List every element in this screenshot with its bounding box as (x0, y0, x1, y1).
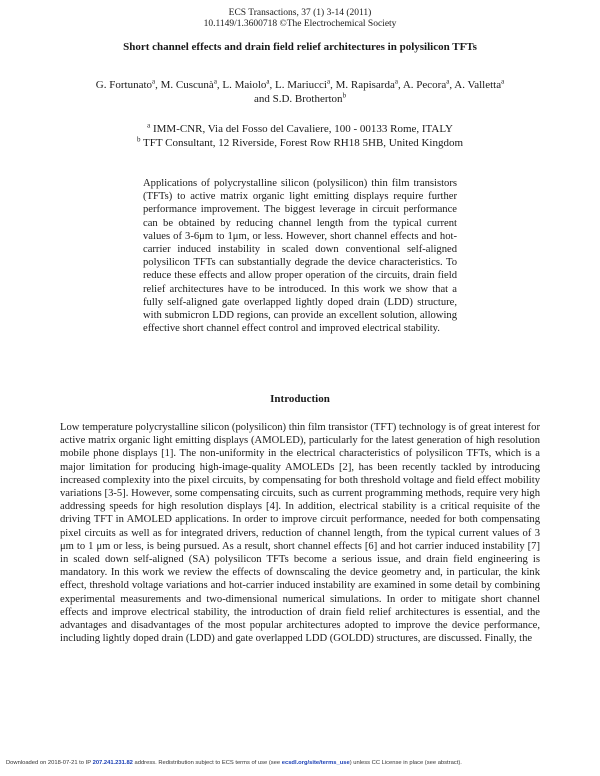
introduction-paragraph: Low temperature polycrystalline silicon (polysilicon) thin film transistor (TFT) technology is of great interest for active matrix organic light emitting displays (AMOLED), particularly for the latest generation of high resolution mobile phone displays [1]. The non-uniformity in the electrical characteristics of polysilicon TFTs, which is a major limitation for producing high-image-quality AMOLEDs [2], has been recently tackled by introducing increased complexity into the pixel circuits, by compensating for both threshold voltage and field effect mobility variations [3-5]. However, some compensating circuits, such as current programming methods, require very high addressing speeds for high resolution displays [4]. In addition, electrical stability is a critical requisite of the driving TFT in AMOLED applications. In order to improve circuit performance, needed for both compensating pixel circuits as well as for integrated drivers, reduction of channel length, from the typical current values of 3 μm to 1 μm or less, is being pursued. As a result, short channel effects [6] and hot carrier induced instability [7] in scaled down self-aligned (SA) polysilicon TFTs become a serious issue, and drain field engineering is mandatory. In this work we review the effects of downscaling the device geometry and, in particular, the kink effect, threshold voltage variations and hot-carrier induced instability are examined in some detail by combining experimental measurements and two-dimensional numerical simulations. In order to mitigate short channel effects and improve electrical stability, the introduction of drain field relief architectures is essential, and the advantages and disadvantages of the most popular architectures adopted to improve the device performance, including lightly doped drain (LDD) and gate overlapped LDD (GOLDD) structures, are discussed. Finally, the (60, 422, 540, 645)
author: L. Mariucci$^a$, (275, 77, 336, 91)
paper-title: Short channel effects and drain field relief architectures in polysilicon TFTs (123, 41, 477, 53)
author: S.D. Brotherton$^b$ (272, 91, 347, 105)
affiliation-b: $^b$ TFT Consultant, 12 Riverside, Forest Row RH18 5HB, United Kingdom (136, 135, 464, 149)
download-footer: Downloaded on 2018-07-21 to IP 207.241.231.82 address. Redistribution subject to ECS terms of use (see ecsdl.org/site/terms_use) unless CC License in place (see abstract). (6, 760, 462, 766)
section-heading: Introduction (270, 393, 330, 405)
author: G. Fortunato$^a$, (95, 77, 161, 91)
abstract: Applications of polycrystalline silicon (polysilicon) thin film transistors (TFTs) to active matrix organic light emitting displays require further performance improvement. The biggest leverage in circuit performance can be obtained by reducing channel length from the typical current values of 3-6μm to 1μm, or less. However, short channel effects and hot-carrier induced instability in scaled down conventional self-aligned polysilicon TFTs can substantially degrade the device characteristics. To reduce these effects and allow proper operation of the circuits, drain field relief architectures have to be introduced. In this work we show that a fully self-aligned gate overlapped lightly doped drain (LDD) structure, with submicron LDD regions, can provide an excellent solution, allowing effective short channel effect control and improved electrical stability. (143, 178, 457, 335)
affiliation-a: $^a$ IMM-CNR, Via del Fosso del Cavaliere, 100 - 00133 Rome, ITALY (147, 121, 453, 135)
author: L. Maiolo$^a$, (222, 77, 276, 91)
doi-copyright: 10.1149/1.3600718 ©The Electrochemical Society (203, 19, 397, 29)
affiliations (110, 122, 490, 150)
journal-citation: ECS Transactions, 37 (1) 3-14 (2011) (228, 8, 372, 18)
author: A. Valletta$^a$ and (253, 77, 505, 105)
author: M. Rapisarda$^a$, (335, 77, 403, 91)
terms-link[interactable]: ecsdl.org/site/terms_use (281, 760, 350, 766)
author-list (88, 78, 512, 106)
running-header (0, 8, 600, 30)
author: M. Cuscunà$^a$, (160, 77, 223, 91)
author: A. Pecora$^a$, (402, 77, 455, 91)
ip-address: 207.241.231.82 (92, 760, 133, 766)
